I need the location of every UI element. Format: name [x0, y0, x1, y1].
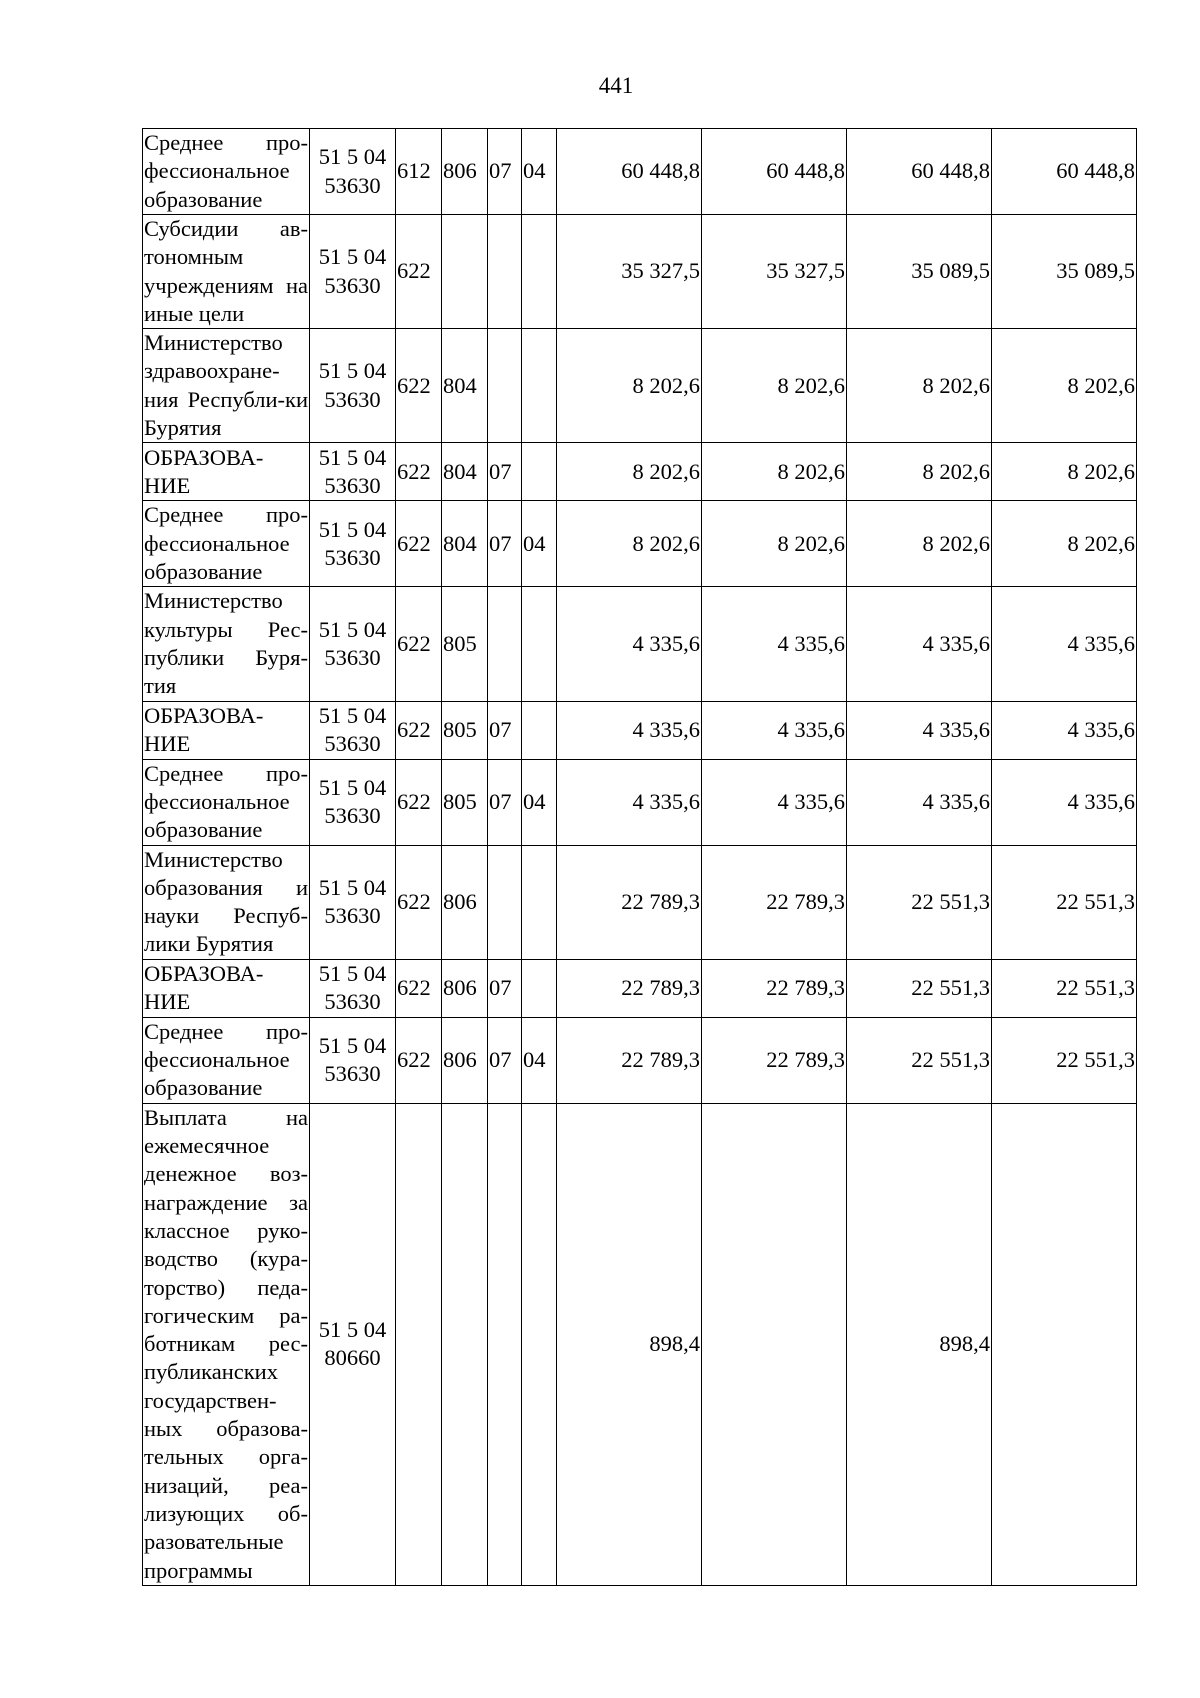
- amount-4: 4 335,6: [992, 587, 1137, 701]
- ministry-code: 804: [442, 443, 488, 501]
- target-article-code: [310, 329, 396, 443]
- amount-3: 8 202,6: [847, 443, 992, 501]
- subsection-code: [522, 845, 557, 959]
- amount-3: 8 202,6: [847, 501, 992, 587]
- ministry-code: 806: [442, 845, 488, 959]
- amount-1: 4 335,6: [557, 759, 702, 845]
- amount-1: 60 448,8: [557, 129, 702, 215]
- target-article-code: [310, 759, 396, 845]
- section-code: [488, 587, 522, 701]
- item-name: Министерство образования и науки Респуб-лики Бурятия: [143, 845, 310, 959]
- target-article-code-part: 51 5 04: [318, 616, 387, 642]
- target-article-code-part: 53630: [324, 386, 381, 412]
- ministry-code: 805: [442, 759, 488, 845]
- target-article-code: [310, 443, 396, 501]
- item-name: Министерство культуры Рес-публики Буря-тия: [143, 587, 310, 701]
- section-code: 07: [488, 959, 522, 1017]
- ministry-code: 804: [442, 501, 488, 587]
- ministry-code: 806: [442, 1017, 488, 1103]
- expense-type-code: 622: [396, 443, 442, 501]
- amount-3: 8 202,6: [847, 329, 992, 443]
- subsection-code: 04: [522, 1017, 557, 1103]
- section-code: [488, 1103, 522, 1585]
- amount-1: 4 335,6: [557, 587, 702, 701]
- item-name: Выплата на ежемесячное денежное воз-награждение за классное руко-водство (кура-торство) педа-гогическим ра-ботникам рес-публиканских государствен-ных образова-тельных орга-низаций, реа-лизующих об-разовательные программы: [143, 1103, 310, 1585]
- subsection-code: [522, 587, 557, 701]
- subsection-code: 04: [522, 129, 557, 215]
- amount-1: 22 789,3: [557, 845, 702, 959]
- amount-2: 35 327,5: [702, 215, 847, 329]
- item-name: ОБРАЗОВА-НИЕ: [143, 443, 310, 501]
- table-row: [143, 501, 1137, 587]
- amount-4: 8 202,6: [992, 501, 1137, 587]
- table-row: [143, 845, 1137, 959]
- table-row: [143, 129, 1137, 215]
- amount-4: 8 202,6: [992, 443, 1137, 501]
- section-code: [488, 329, 522, 443]
- table-row: [143, 215, 1137, 329]
- target-article-code-part: 53630: [324, 989, 381, 1015]
- amount-2: 4 335,6: [702, 701, 847, 759]
- amount-4: 8 202,6: [992, 329, 1137, 443]
- item-name: Среднее про-фессиональное образование: [143, 129, 310, 215]
- amount-2: 60 448,8: [702, 129, 847, 215]
- section-code: 07: [488, 443, 522, 501]
- ministry-code: 805: [442, 587, 488, 701]
- amount-3: 898,4: [847, 1103, 992, 1585]
- amount-1: 22 789,3: [557, 959, 702, 1017]
- amount-1: 35 327,5: [557, 215, 702, 329]
- ministry-code: [442, 1103, 488, 1585]
- target-article-code-part: 53630: [324, 644, 381, 670]
- target-article-code-part: 80660: [324, 1345, 381, 1371]
- target-article-code-part: 51 5 04: [318, 702, 387, 728]
- amount-3: 35 089,5: [847, 215, 992, 329]
- amount-2: 4 335,6: [702, 759, 847, 845]
- target-article-code-part: 53630: [324, 803, 381, 829]
- expense-type-code: 622: [396, 329, 442, 443]
- target-article-code-part: 53630: [324, 544, 381, 570]
- table-row: [143, 701, 1137, 759]
- target-article-code-part: 53630: [324, 272, 381, 298]
- target-article-code: [310, 959, 396, 1017]
- expense-type-code: 622: [396, 959, 442, 1017]
- target-article-code: [310, 215, 396, 329]
- target-article-code-part: 51 5 04: [318, 960, 387, 986]
- target-article-code-part: 53630: [324, 172, 381, 198]
- amount-1: 8 202,6: [557, 329, 702, 443]
- target-article-code-part: 51 5 04: [318, 516, 387, 542]
- ministry-code: 806: [442, 959, 488, 1017]
- expense-type-code: 622: [396, 501, 442, 587]
- target-article-code: [310, 1017, 396, 1103]
- table-row: [143, 1017, 1137, 1103]
- item-name: ОБРАЗОВА-НИЕ: [143, 701, 310, 759]
- amount-4: 22 551,3: [992, 959, 1137, 1017]
- amount-4: 22 551,3: [992, 845, 1137, 959]
- target-article-code-part: 51 5 04: [318, 358, 387, 384]
- target-article-code-part: 51 5 04: [318, 444, 387, 470]
- table-row: [143, 1103, 1137, 1585]
- target-article-code: [310, 1103, 396, 1585]
- amount-2: 4 335,6: [702, 587, 847, 701]
- target-article-code-part: 53630: [324, 472, 381, 498]
- subsection-code: [522, 959, 557, 1017]
- amount-4: 4 335,6: [992, 759, 1137, 845]
- target-article-code-part: 51 5 04: [318, 144, 387, 170]
- ministry-code: 806: [442, 129, 488, 215]
- amount-3: 22 551,3: [847, 1017, 992, 1103]
- amount-3: 22 551,3: [847, 845, 992, 959]
- section-code: 07: [488, 701, 522, 759]
- item-name: Субсидии ав-тономным учреждениям на иные цели: [143, 215, 310, 329]
- target-article-code-part: 51 5 04: [318, 1316, 387, 1342]
- target-article-code: [310, 845, 396, 959]
- amount-2: 22 789,3: [702, 845, 847, 959]
- amount-2: [702, 1103, 847, 1585]
- expense-type-code: [396, 1103, 442, 1585]
- page-number: 441: [598, 73, 634, 98]
- amount-4: 35 089,5: [992, 215, 1137, 329]
- table-row: [143, 329, 1137, 443]
- amount-3: 22 551,3: [847, 959, 992, 1017]
- amount-3: 4 335,6: [847, 759, 992, 845]
- table-row: [143, 759, 1137, 845]
- target-article-code-part: 51 5 04: [318, 774, 387, 800]
- amount-4: 60 448,8: [992, 129, 1137, 215]
- amount-4: 22 551,3: [992, 1017, 1137, 1103]
- item-name: Министерство здравоохране-ния Республи-ки Бурятия: [143, 329, 310, 443]
- target-article-code-part: 53630: [324, 1061, 381, 1087]
- section-code: [488, 845, 522, 959]
- subsection-code: [522, 701, 557, 759]
- target-article-code: [310, 701, 396, 759]
- section-code: 07: [488, 759, 522, 845]
- table-row: [143, 443, 1137, 501]
- section-code: 07: [488, 1017, 522, 1103]
- target-article-code: [310, 587, 396, 701]
- ministry-code: [442, 215, 488, 329]
- ministry-code: 805: [442, 701, 488, 759]
- section-code: 07: [488, 129, 522, 215]
- subsection-code: [522, 1103, 557, 1585]
- item-name: Среднее про-фессиональное образование: [143, 1017, 310, 1103]
- expense-type-code: 622: [396, 587, 442, 701]
- expense-type-code: 612: [396, 129, 442, 215]
- amount-2: 22 789,3: [702, 1017, 847, 1103]
- subsection-code: 04: [522, 759, 557, 845]
- expense-type-code: 622: [396, 845, 442, 959]
- amount-2: 8 202,6: [702, 329, 847, 443]
- section-code: 07: [488, 501, 522, 587]
- amount-2: 22 789,3: [702, 959, 847, 1017]
- expense-type-code: 622: [396, 1017, 442, 1103]
- target-article-code-part: 51 5 04: [318, 1032, 387, 1058]
- item-name: Среднее про-фессиональное образование: [143, 501, 310, 587]
- amount-4: [992, 1103, 1137, 1585]
- table-row: [143, 959, 1137, 1017]
- target-article-code: [310, 501, 396, 587]
- amount-1: 898,4: [557, 1103, 702, 1585]
- subsection-code: [522, 443, 557, 501]
- ministry-code: 804: [442, 329, 488, 443]
- amount-4: 4 335,6: [992, 701, 1137, 759]
- section-code: [488, 215, 522, 329]
- item-name: Среднее про-фессиональное образование: [143, 759, 310, 845]
- subsection-code: [522, 215, 557, 329]
- amount-3: 60 448,8: [847, 129, 992, 215]
- amount-3: 4 335,6: [847, 701, 992, 759]
- amount-1: 22 789,3: [557, 1017, 702, 1103]
- subsection-code: 04: [522, 501, 557, 587]
- target-article-code-part: 53630: [324, 731, 381, 757]
- target-article-code-part: 53630: [324, 903, 381, 929]
- subsection-code: [522, 329, 557, 443]
- expense-type-code: 622: [396, 759, 442, 845]
- amount-2: 8 202,6: [702, 443, 847, 501]
- expense-type-code: 622: [396, 701, 442, 759]
- item-name: ОБРАЗОВА-НИЕ: [143, 959, 310, 1017]
- budget-table: [142, 128, 1137, 1586]
- amount-1: 8 202,6: [557, 443, 702, 501]
- expense-type-code: 622: [396, 215, 442, 329]
- amount-3: 4 335,6: [847, 587, 992, 701]
- target-article-code-part: 51 5 04: [318, 874, 387, 900]
- amount-1: 4 335,6: [557, 701, 702, 759]
- target-article-code-part: 51 5 04: [318, 244, 387, 270]
- amount-1: 8 202,6: [557, 501, 702, 587]
- amount-2: 8 202,6: [702, 501, 847, 587]
- target-article-code: [310, 129, 396, 215]
- table-row: [143, 587, 1137, 701]
